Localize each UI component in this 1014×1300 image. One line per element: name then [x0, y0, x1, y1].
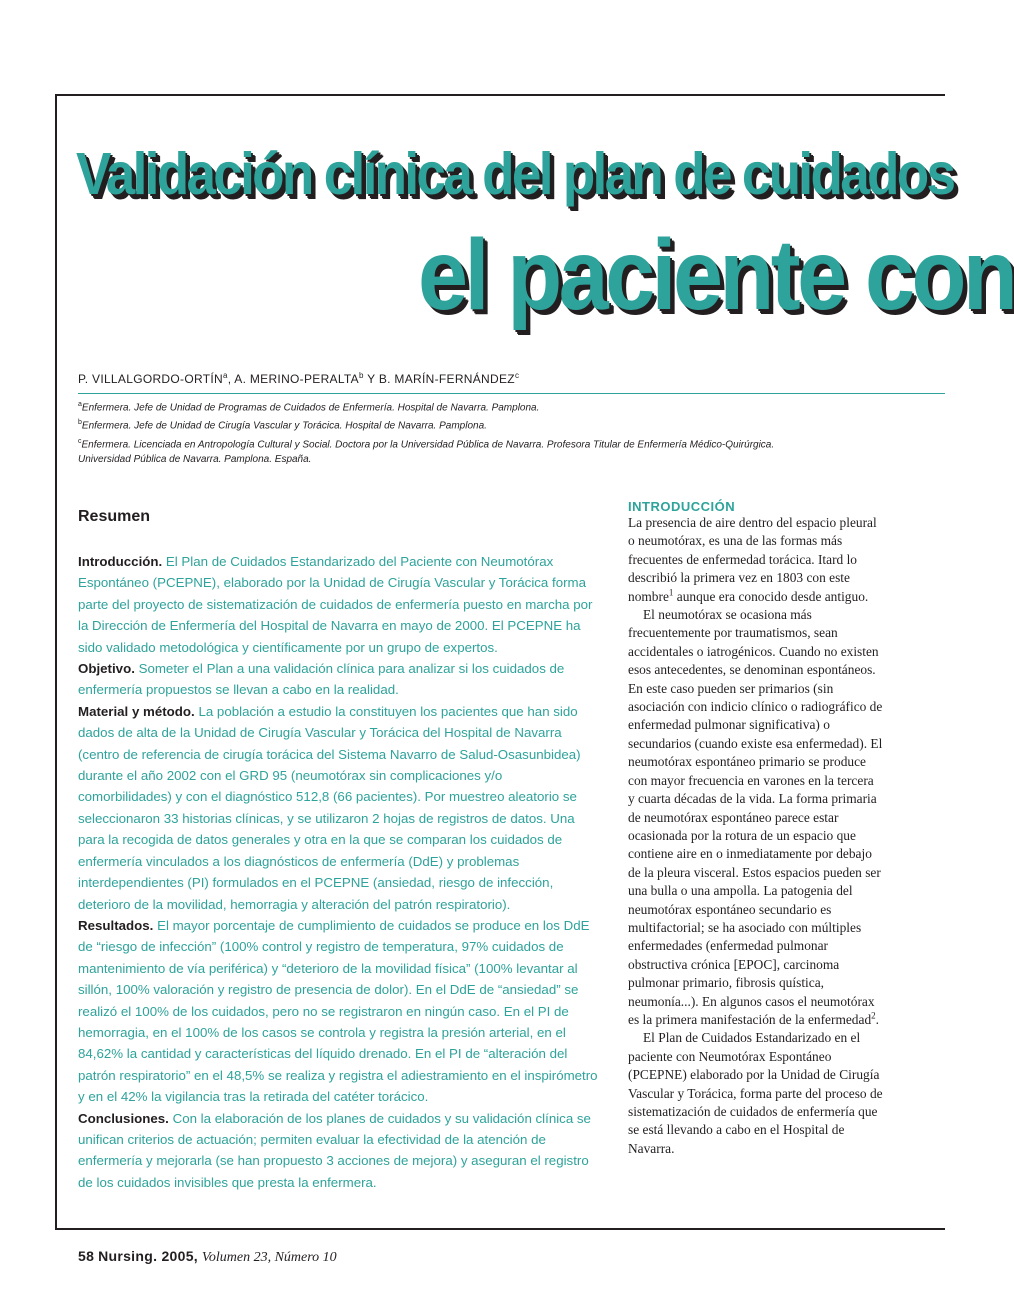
volume-issue: Volumen 23, Número 10 [201, 1250, 337, 1265]
affiliation-text: Enfermera. Jefe de Unidad de Cirugía Vascular y Torácica. Hospital de Navarra. Pamplona. [81, 420, 487, 432]
abstract-paragraph [78, 1108, 598, 1194]
section-text: El mayor porcentaje de cumplimiento de cuidados se produce en los DdE de “riesgo de infección” (100% control y registro de temperatura, 97% cuidados de mantenimiento de vía periférica) y “deterioro de la movilidad física” (100% levantar al sillón, 100% valoración y registro de presencia de dolor). En el DdE de “ansiedad” se realizó el 100% de los cuidados, pero no se registraron en ningún caso. En el PI de hemorragia, en el 100% de los casos se controla y registra la presión arterial, en el 84,62% la cantidad y características del líquido drenado. En el PI de “alteración del patrón respiratorio” en el 48,5% se realiza y registra el adiestramiento en el inspirómetro y en el 42% la vigilancia tras la retirada del catéter torácico. [78, 917, 598, 1105]
body-paragraph [628, 606, 883, 1029]
section-label: Conclusiones. [78, 1110, 169, 1126]
affiliation-item [78, 415, 818, 433]
frame-left-rule [55, 94, 57, 1230]
section-text: Con la elaboración de los planes de cuidados y su validación clínica se unifican criterios de actuación; permiten evaluar la efectividad de la atención de enfermería y mejorarla (se han propuesto 3 acciones de mejora) y aseguran el registro de los cuidados invisibles que presta la enfermera. [78, 1110, 591, 1190]
frame-bottom-rule [55, 1228, 945, 1230]
affiliation-item [78, 434, 818, 467]
body-paragraph [628, 514, 883, 606]
body-text: La presencia de aire dentro del espacio pleural o neumotórax, es una de las formas más frecuentes de enfermedad torácica. Itard lo describió la primera vez en 1803 con este nombre [628, 515, 877, 604]
affiliations [78, 397, 818, 467]
reference-mark: 2 [871, 1010, 876, 1021]
section-label: Introducción. [78, 554, 163, 569]
author-name: Y B. MARÍN-FERNÁNDEZ [363, 372, 515, 386]
abstract-paragraph [78, 658, 598, 701]
abstract-paragraph [78, 701, 598, 915]
introduction-column [628, 499, 883, 1158]
author-name: P. VILLALGORDO-ORTÍN [78, 372, 223, 386]
journal-name: Nursing. 2005, [98, 1248, 198, 1264]
abstract-paragraph [78, 551, 598, 658]
body-paragraph: El Plan de Cuidados Estandarizado en el paciente con Neumotórax Espontáneo (PCEPNE) elaborado por la Unidad de Cirugía Vascular y Torácica, forma parte del proceso de sistematización de cuidados de enfermería que se está llevando a cabo en el Hospital de Navarra. [628, 1030, 883, 1156]
affiliation-mark: c [514, 371, 520, 380]
affiliation-text: Enfermera. Licenciada en Antropología Cultural y Social. Doctora por la Universidad Pública de Navarra. Profesora Titular de Enfermería Médico-Quirúrgica. Universidad Pública de Navarra. Pamplona. España. [78, 438, 775, 465]
section-text: Someter el Plan a una validación clínica para analizar si los cuidados de enfermería propuestos se llevan a cabo en la realidad. [78, 661, 565, 698]
affiliation-mark: c [78, 437, 82, 445]
body-text: aunque era conocido desde antiguo. [673, 588, 869, 604]
section-label: Material y método. [78, 703, 195, 719]
section-label: Resultados. [78, 917, 154, 933]
affiliation-text: Enfermera. Jefe de Unidad de Programas de Cuidados de Enfermería. Hospital de Navarra. Pamplona. [81, 402, 540, 414]
author-list [78, 371, 938, 386]
page-number: 58 [78, 1248, 95, 1264]
abstract [78, 508, 598, 1193]
introduction-heading: INTRODUCCIÓN [628, 499, 736, 514]
section-text: El Plan de Cuidados Estandarizado del Paciente con Neumotórax Espontáneo (PCEPNE), elaborado por la Unidad de Cirugía Vascular y Torácica forma parte del proyecto de sistematización de cuidados de enfermería puesto en marcha por la Dirección de Enfermería del Hospital de Navarra en mayo de 2000. El PCEPNE ha sido validado metodológica y científicamente por un grupo de expertos. [78, 554, 593, 655]
abstract-heading: Resumen [78, 508, 151, 525]
affiliation-item [78, 397, 818, 415]
affiliation-mark: b [358, 371, 364, 380]
author-name: , A. MERINO-PERALTA [227, 372, 359, 386]
frame-top-rule [55, 94, 945, 96]
page-footer [78, 1248, 337, 1266]
affiliation-mark: b [78, 419, 82, 427]
body-text: El neumotórax se ocasiona más frecuentemente por traumatismos, sean accidentales o iatrogénicos. Cuando no existen esos antecedentes, se denominan espontáneos. En este caso pueden ser primarios (sin asociación con indicio clínico o radiográfico de enfermedad pulmonar significativa) o secundarios (cuando existe esa enfermedad). El neumotórax espontáneo primario se produce con mayor frecuencia en varones en la tercera y cuarta décadas de la vida. La forma primaria de neumotórax espontáneo parece estar ocasionada por la rotura de un espacio que contiene aire en o inmediatamente por debajo de la pleura visceral. Estos espacios pueden ser una bulla o una ampolla. La patogenia del neumotórax espontáneo secundario es multifactorial; se ha asociado con múltiples enfermedades (enfermedad pulmonar obstructiva crónica [EPOC], carcinoma pulmonar primario, fibrosis quística, neumonía...). En algunos casos el neumotórax es la primera manifestación de la enfermedad [628, 607, 883, 1027]
reference-mark: 1 [668, 587, 674, 598]
body-text: . [875, 1011, 880, 1027]
authors-divider [78, 393, 945, 394]
section-label: Objetivo. [78, 661, 135, 677]
section-text: La población a estudio la constituyen los pacientes que han sido dados de alta de la Unidad de Cirugía Vascular y Torácica del Hospital de Navarra (centro de referencia de cirugía torácica del Sistema Navarro de Salud-Osasunbidea) durante el año 2002 con el GRD 95 (neumotórax sin complicaciones y/o comorbilidades) y con el diagnóstico 512,8 (66 pacientes). Por muestreo aleatorio se seleccionaron 33 historias clínicas, y se utilizaron 2 hojas de registros de datos. Una para la recogida de datos generales y otra en la que se comparan los cuidados de enfermería vinculados a los diagnósticos de enfermería (DdE) y problemas interdependientes (PI) formulados en el PCEPNE (ansiedad, riesgo de infección, deterioro de la movilidad, hemorragia y alteración del patrón respiratorio). [78, 703, 581, 912]
affiliation-mark: a [222, 371, 228, 380]
affiliation-mark: a [78, 401, 82, 408]
article-title-line-1: Validación clínica del plan de cuidados [76, 141, 954, 207]
abstract-paragraph [78, 915, 598, 1108]
article-title-line-2: el paciente con [418, 219, 1014, 331]
